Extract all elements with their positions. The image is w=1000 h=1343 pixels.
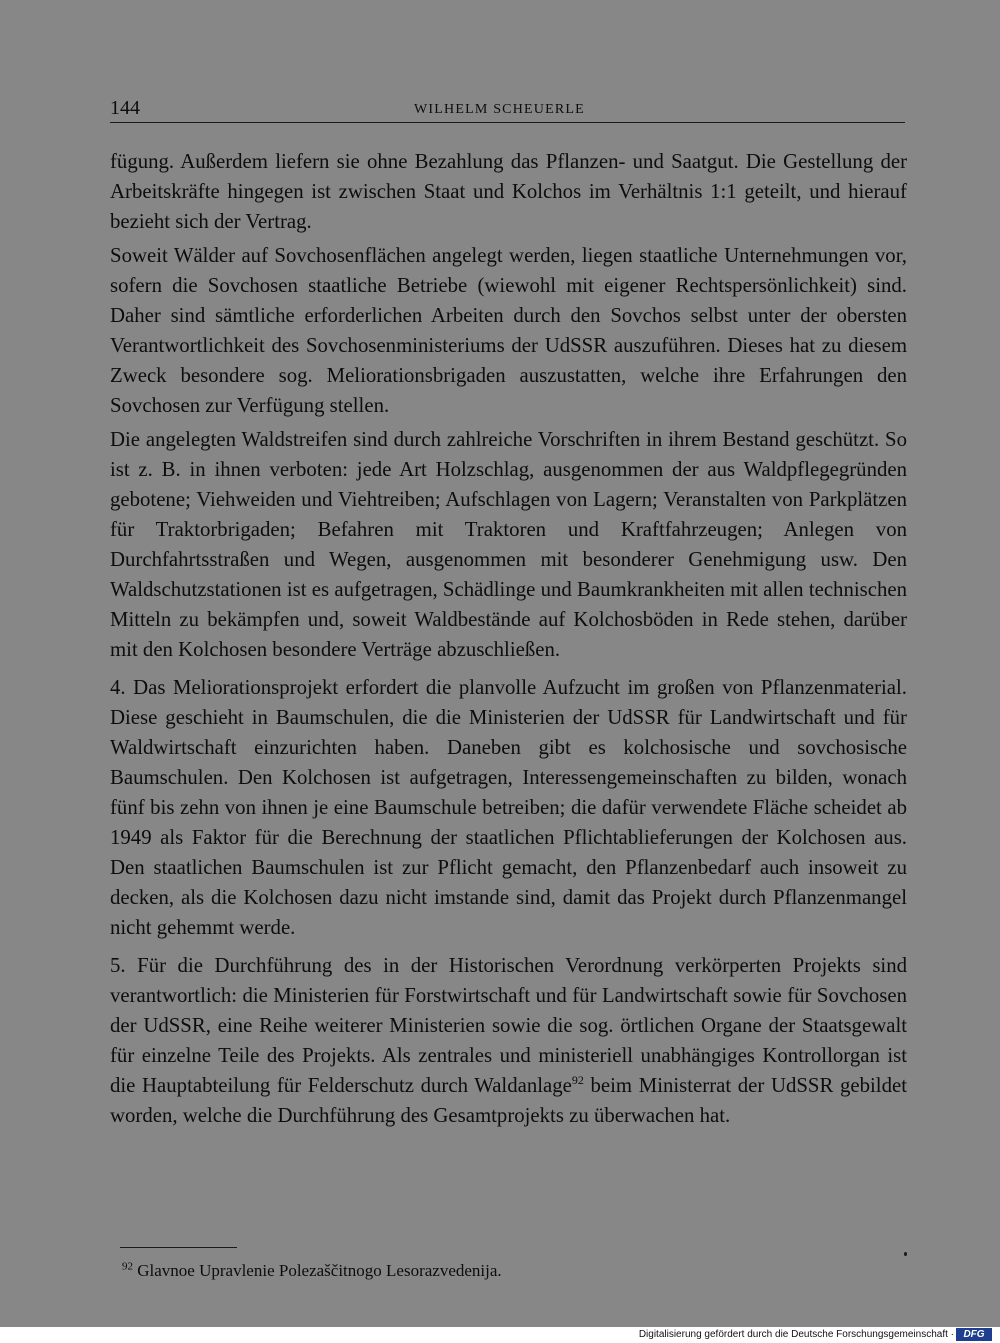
paragraph-1: fügung. Außerdem liefern sie ohne Bezahlung das Pflanzen- und Saatgut. Die Gestellung der Arbeitskräfte hingegen ist zwischen Staat und Kolchos im Verhältnis 1:1 geteilt, und hierauf bezieht sich der Vertrag. bbox=[110, 150, 907, 233]
paragraph-section-5-tail: beim Ministerrat der UdSSR gebildet worden, welche die Durchführung des Gesamtprojekts zu überwachen hat. bbox=[110, 1074, 907, 1127]
footnote-number: 92 bbox=[122, 1260, 133, 1273]
footnote-text: Glavnoe Upravlenie Polezaščitnogo Lesorazvedenija. bbox=[133, 1261, 502, 1280]
dfg-logo: DFG bbox=[956, 1328, 992, 1341]
footnote bbox=[122, 1260, 502, 1282]
footnote-divider bbox=[120, 1247, 237, 1248]
paragraph-2: Soweit Wälder auf Sovchosenflächen angelegt werden, liegen staatliche Unternehmungen vor, sofern die Sovchosen staatliche Betriebe (wiewohl mit eigener Rechtspersönlichkeit) sind. Daher sind sämtliche erforderlichen Arbeiten durch den Sovchos selbst unter der obersten Verantwortlichkeit des Sovchosenministeriums der UdSSR auszuführen. Dieses hat zu diesem Zweck besondere sog. Meliorationsbrigaden auszustatten, welche ihre Erfahrungen den Sovchosen zur Verfügung stellen. bbox=[110, 244, 907, 417]
paragraph-section-5 bbox=[110, 951, 907, 1131]
paragraph-3: Die angelegten Waldstreifen sind durch zahlreiche Vorschriften in ihrem Bestand geschützt. So ist z. B. in ihnen verboten: jede Art Holzschlag, ausgenommen der aus Waldpflegegründen gebotene; Viehweiden und Viehtreiben; Aufschlagen von Lagern; Veranstalten von Parkplätzen für Traktorbrigaden; Befahren mit Traktoren und Kraftfahrzeugen; Anlegen von Durchfahrtsstraßen und Wegen, ausgenommen mit besonderer Genehmigung usw. Den Waldschutzstationen ist es aufgetragen, Schädlinge und Baumkrankheiten mit allen technischen Mitteln zu bekämpfen und, soweit Waldbestände auf Kolchosböden in Rede stehen, darüber mit den Kolchosen besondere Verträge abzuschließen. bbox=[110, 428, 907, 661]
running-head: WILHELM SCHEUERLE bbox=[414, 102, 585, 117]
digitization-credit: Digitalisierung gefördert durch die Deutsche Forschungsgemeinschaft · bbox=[638, 1329, 954, 1340]
scan-speck bbox=[904, 1252, 907, 1256]
body-text bbox=[110, 147, 907, 1131]
paragraph-section-5-text: 5. Für die Durchführung des in der Historischen Verordnung verkörperten Projekts sind verantwortlich: die Ministerien für Forstwirtschaft und für Landwirtschaft sowie für Sovchosen der UdSSR, eine Reihe weiterer Ministerien sowie die sog. örtlichen Organe der Staatsgewalt für einzelne Teile des Projekts. Als zentrales und ministeriell unabhängiges Kontrollorgan ist die Hauptabteilung für Felderschutz durch Waldanlage bbox=[110, 954, 907, 1097]
paragraph-section-4: 4. Das Meliorationsprojekt erfordert die planvolle Aufzucht im großen von Pflanzenmaterial. Diese geschieht in Baumschulen, die die Ministerien der UdSSR für Landwirtschaft und für Waldwirtschaft einzurichten haben. Daneben gibt es kolchosische und sovchosische Baumschulen. Den Kolchosen ist aufgetragen, Interessengemeinschaften zu bilden, wonach fünf bis zehn von ihnen je eine Baumschule betreiben; die dafür verwendete Fläche scheidet ab 1949 als Faktor für die Berechnung der staatlichen Pflichtablieferungen der Kolchosen aus. Den staatlichen Baumschulen ist zur Pflicht gemacht, den Pflanzenbedarf auch insoweit zu decken, als die Kolchosen dazu nicht imstande sind, damit das Projekt durch Pflanzenmangel nicht gehemmt werde. bbox=[110, 676, 907, 939]
page-number: 144 bbox=[110, 97, 140, 119]
page-header bbox=[110, 96, 905, 123]
footnote-reference: 92 bbox=[571, 1073, 584, 1088]
